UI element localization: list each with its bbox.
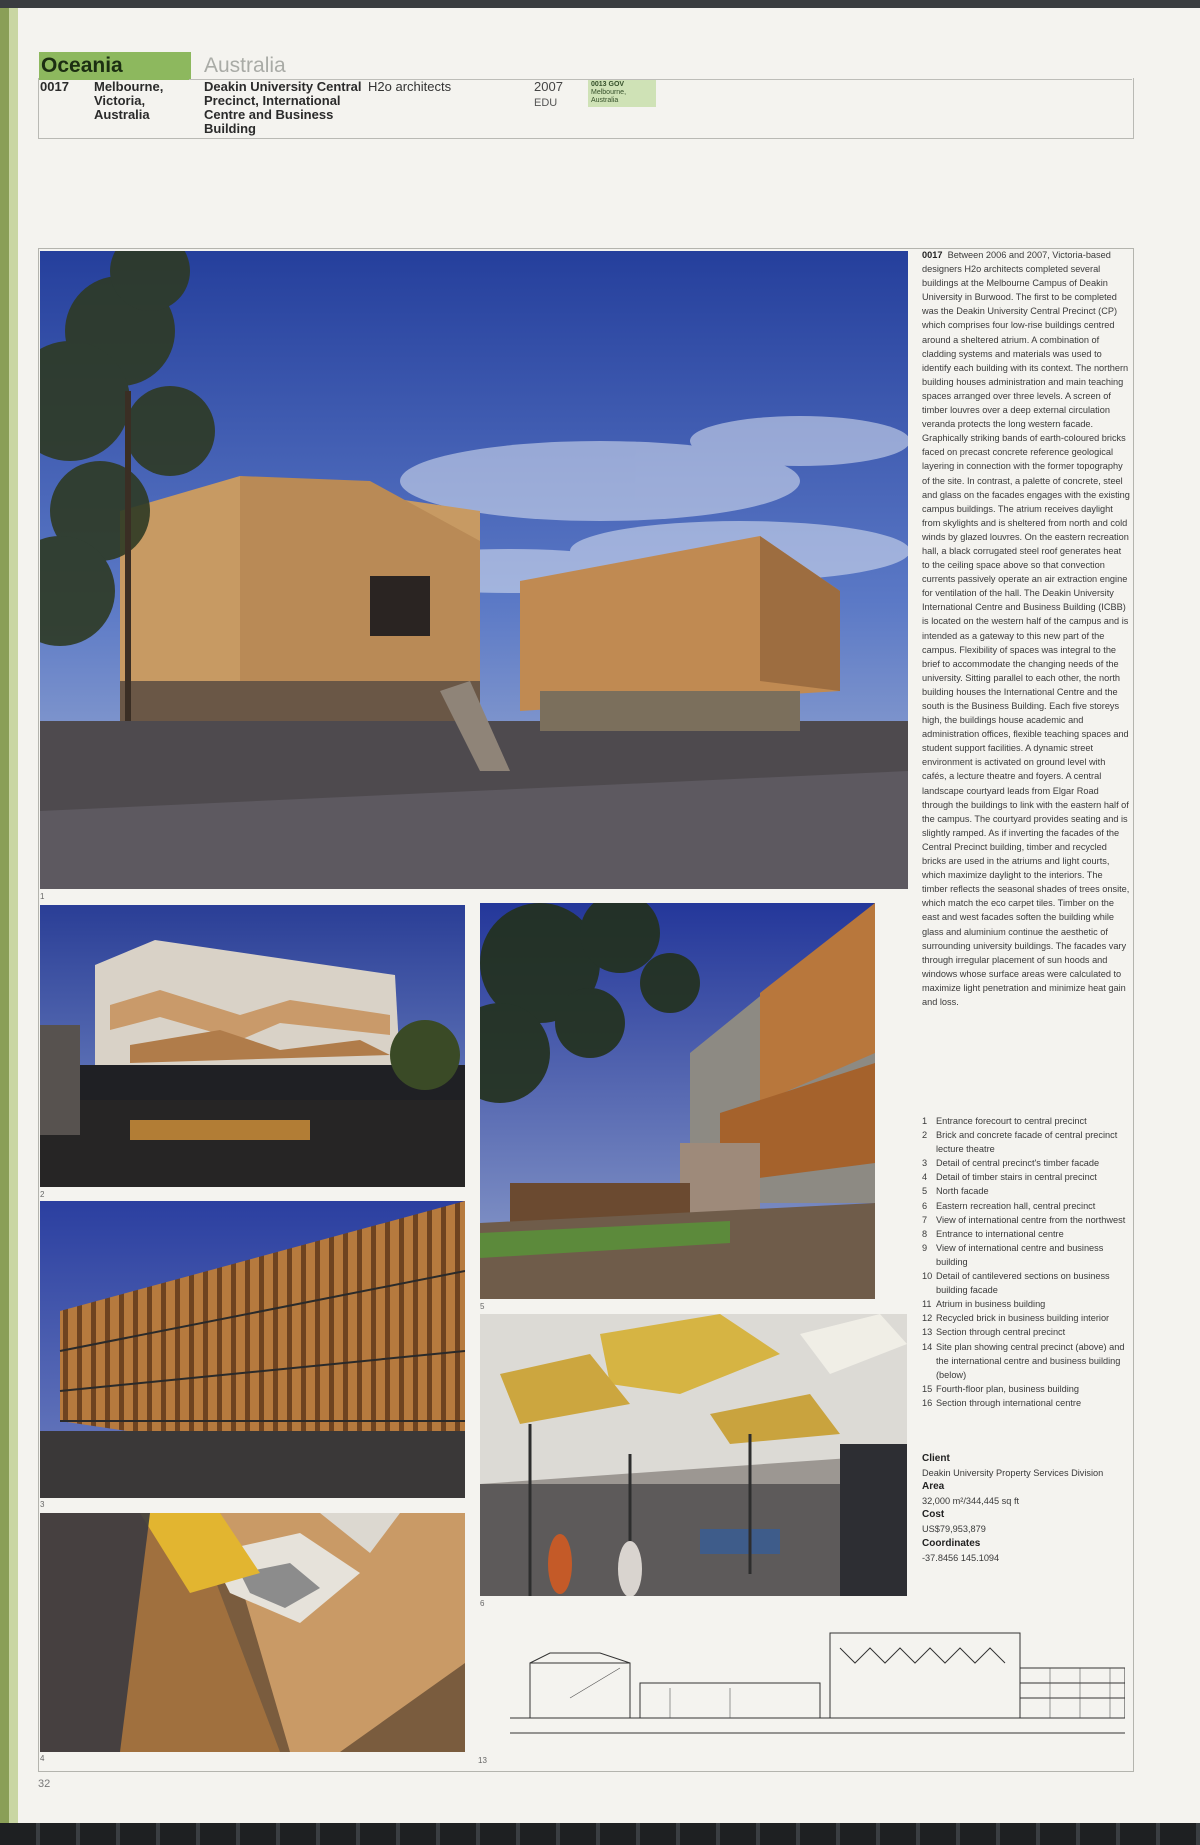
title-line: Centre and Business	[204, 107, 334, 122]
project-title	[204, 80, 364, 136]
header-table	[38, 78, 1134, 139]
figure-number: 4	[40, 1754, 45, 1763]
caption-item: 13 Section through central precinct	[922, 1327, 1066, 1338]
caption-item: 12 Recycled brick in business building interior	[922, 1313, 1110, 1324]
photo-timber-facade	[40, 1201, 465, 1498]
caption-list	[922, 1114, 1130, 1410]
location-line: Australia	[94, 107, 150, 122]
project-type: EDU	[534, 97, 558, 109]
photo-north-facade	[480, 903, 875, 1299]
photo-entrance-forecourt	[40, 251, 908, 889]
country-label: Australia	[204, 54, 286, 77]
caption-item: 4 Detail of timber stairs in central precinct	[922, 1172, 1097, 1183]
page-number: 32	[38, 1778, 51, 1790]
photo-lecture-theatre-facade	[40, 905, 465, 1187]
page-side-tab	[0, 8, 18, 1823]
photo-timber-stairs-detail	[40, 1513, 465, 1752]
caption-item: 6 Eastern recreation hall, central precinct	[922, 1200, 1096, 1211]
description-text: Between 2006 and 2007, Victoria-based designers H2o architects completed several buildings at the Melbourne Campus of Deakin University in Burwood. The first to be completed was the Deakin University Central Precinct (CP) which comprises four low-rise buildings centred around a sheltered atrium. A combination of cladding systems and materials was used to identify each building with its context. The northern building houses administration and main teaching spaces arranged over three levels. A screen of timber louvres over a deep external circulation veranda protects the long western facade. Graphically striking bands of earth-coloured bricks faced on precast concrete reference geological layering in connection with the former topography of the site. In contrast, a palette of concrete, steel and glass on the facades engages with the existing campus buildings. The atrium receives daylight from skylights and is sheltered from north and cold winds by glazed louvres. On the eastern recreation hall, a black corrugated steel roof generates heat to the ceiling space above so that convection currents passively operate an air extraction engine for ventilation of the hall. The Deakin University International Centre and Business Building (ICBB) is located on the western half of the campus and is intended as a gateway to this new part of the campus. Flexibility of spaces was integral to the brief to accommodate the changing needs of the university. Sitting parallel to each other, the north building houses the International Centre and the south is the Business Building. Each five storeys high, the buildings house academic and administration offices, flexible teaching spaces and student support facilities. A dynamic street environment is activated on ground level with cafés, a lecture theatre and foyers. A central landscape courtyard leads from Elgar Road through the buildings to link with the eastern half of the campus. The courtyard provides seating and is slightly ramped. As if inverting the facades of the Central Precinct building, timber and recycled bricks are used in the atriums and light courts, which maximize daylight to the interiors. The timber reflects the seasonal shades of trees onsite, which match the eco carpet tiles. Timber on the east and west facades soften the building while glass and aluminium continue the aesthetic of surrounding university buildings. The facades vary through irregular placement of sun hoods and windows whose surface areas were calculated to maximize light penetration and minimize heat gain and loss.	[922, 250, 1130, 1007]
caption-item: 2 Brick and concrete facade of central precinct lecture theatre	[922, 1130, 1118, 1155]
coordinates-value: -37.8456 145.1094	[922, 1552, 1000, 1563]
title-line: Building	[204, 121, 256, 136]
figure-number: 1	[40, 892, 45, 901]
client-value: Deakin University Property Services Division	[922, 1468, 1104, 1479]
project-facts	[922, 1452, 1130, 1565]
area-value: 32,000 m²/344,445 sq ft	[922, 1496, 1020, 1507]
cross-ref-code: 0013 GOV	[591, 81, 625, 88]
title-line: Deakin University Central	[204, 79, 362, 94]
caption-item: 16 Section through international centre	[922, 1397, 1082, 1408]
drawing-section-central-precinct	[510, 1628, 1125, 1740]
caption-item: 14 Site plan showing central precinct (above) and the international centre and business building (below)	[922, 1341, 1125, 1380]
caption-item: 9 View of international centre and business building	[922, 1242, 1104, 1267]
cost-value: US$79,953,879	[922, 1524, 986, 1535]
coordinates-label: Coordinates	[922, 1537, 981, 1549]
figure-number: 2	[40, 1190, 45, 1199]
caption-item: 1 Entrance forecourt to central precinct	[922, 1116, 1087, 1126]
architect-name: H2o architects	[368, 79, 452, 94]
figure-number: 5	[480, 1302, 485, 1311]
caption-item: 8 Entrance to international centre	[922, 1228, 1064, 1239]
caption-item: 7 View of international centre from the northwest	[922, 1214, 1126, 1225]
caption-item: 15 Fourth-floor plan, business building	[922, 1383, 1079, 1394]
scan-top-edge	[0, 0, 1200, 8]
caption-item: 3 Detail of central precinct's timber facade	[922, 1158, 1100, 1169]
figure-number: 6	[480, 1599, 485, 1608]
figure-number: 3	[40, 1500, 45, 1509]
project-location	[94, 80, 184, 122]
description-number: 0017	[922, 250, 943, 260]
project-description	[922, 248, 1130, 1009]
figure-number: 13	[478, 1756, 487, 1765]
caption-item: 10 Detail of cantilevered sections on business building facade	[922, 1271, 1110, 1296]
project-year: 2007	[534, 79, 563, 94]
caption-item: 5 North facade	[922, 1186, 989, 1197]
location-line: Melbourne,	[94, 79, 164, 94]
project-number: 0017	[40, 79, 69, 94]
location-line: Victoria,	[94, 93, 146, 108]
cross-ref-place: Melbourne,	[591, 89, 627, 96]
region-label: Oceania	[39, 52, 191, 80]
cross-ref-place: Australia	[591, 97, 619, 104]
photo-recreation-hall	[480, 1314, 907, 1596]
cost-label: Cost	[922, 1509, 945, 1521]
caption-item: 11 Atrium in business building	[922, 1299, 1046, 1310]
title-line: Precinct, International	[204, 93, 341, 108]
scan-bottom-edge	[0, 1823, 1200, 1845]
area-label: Area	[922, 1481, 945, 1493]
client-label: Client	[922, 1453, 950, 1464]
cross-reference-tag	[588, 80, 656, 107]
